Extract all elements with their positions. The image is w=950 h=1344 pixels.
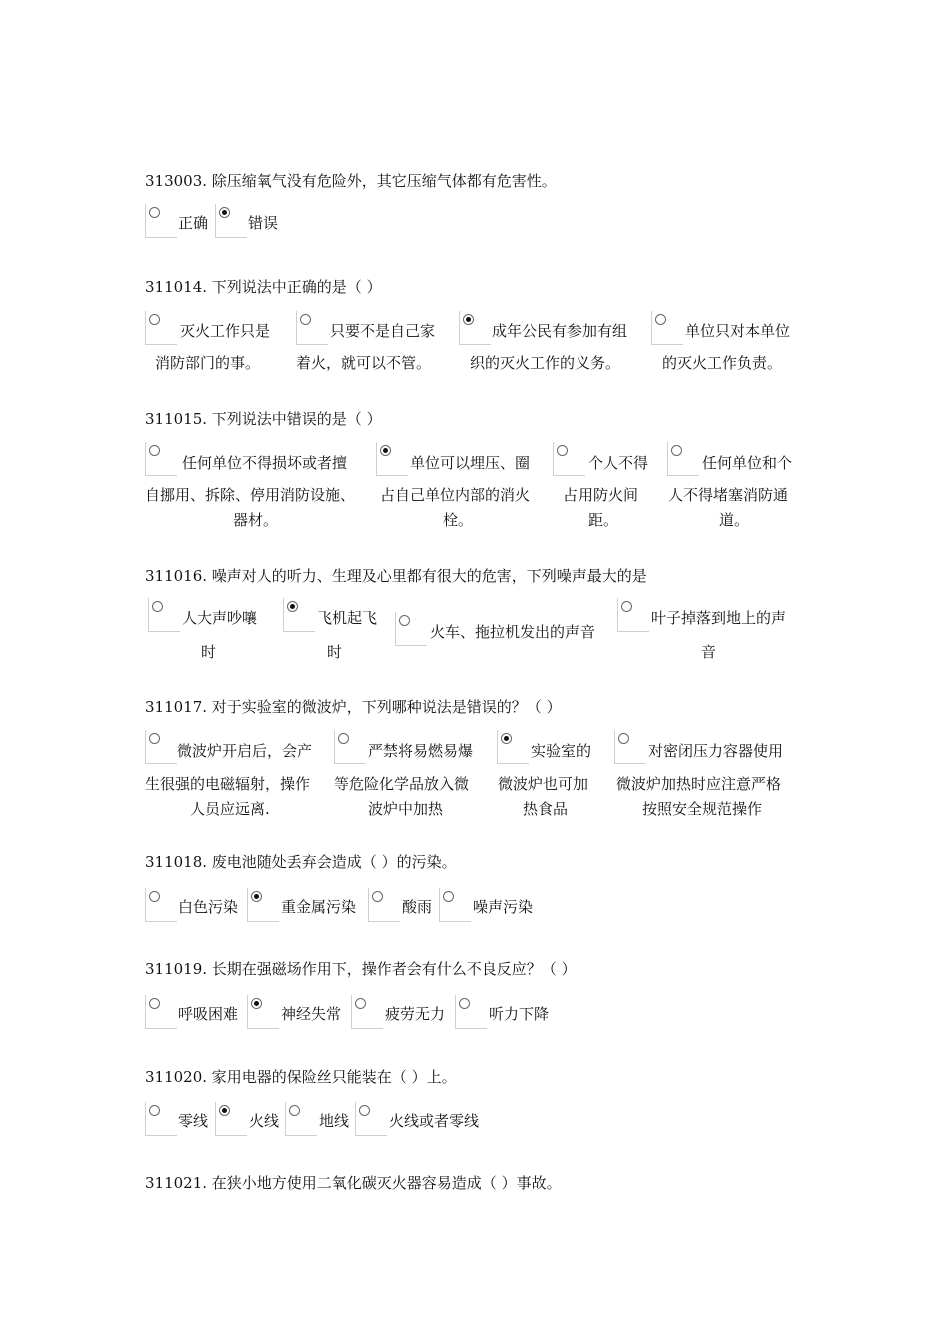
option-label: 零线 <box>178 1112 209 1130</box>
question-311014: 311014. 下列说法中正确的是（ ） <box>145 278 382 296</box>
radio-option[interactable] <box>351 995 383 1029</box>
question-311018: 311018. 废电池随处丢弃会造成（ ）的污染。 <box>145 853 457 871</box>
option-label: 个人不得 <box>588 454 649 472</box>
option-label: 波炉中加热 <box>368 800 444 818</box>
option-label: 着火，就可以不管。 <box>296 354 432 372</box>
radio-option[interactable] <box>296 311 328 345</box>
option-label: 只要不是自己家 <box>330 322 436 340</box>
radio-option[interactable] <box>145 888 177 922</box>
radio-option[interactable] <box>614 730 646 764</box>
option-label: 成年公民有参加有组 <box>492 322 628 340</box>
option-label: 火线或者零线 <box>389 1112 480 1130</box>
option-label: 的灭火工作负责。 <box>662 354 783 372</box>
radio-option[interactable] <box>145 730 177 764</box>
radio-option[interactable] <box>553 442 585 476</box>
option-label: 火线 <box>249 1112 280 1130</box>
option-label: 生很强的电磁辐射，操作 <box>145 775 311 793</box>
radio-option[interactable] <box>145 204 177 238</box>
radio-option[interactable] <box>376 442 408 476</box>
option-label: 任何单位和个 <box>702 454 793 472</box>
option-label: 微波炉也可加 <box>498 775 589 793</box>
option-label: 栓。 <box>443 511 474 529</box>
option-label: 重金属污染 <box>281 898 357 916</box>
radio-option[interactable] <box>355 1102 387 1136</box>
option-label: 错误 <box>248 214 279 232</box>
question-311020: 311020. 家用电器的保险丝只能装在（ ）上。 <box>145 1068 457 1086</box>
radio-option[interactable] <box>215 204 247 238</box>
option-label: 疲劳无力 <box>385 1005 446 1023</box>
radio-option[interactable] <box>285 1102 317 1136</box>
option-label: 噪声污染 <box>473 898 534 916</box>
question-311021: 311021. 在狭小地方使用二氧化碳灭火器容易造成（ ）事故。 <box>145 1174 562 1192</box>
radio-option[interactable] <box>455 995 487 1029</box>
option-label: 严禁将易燃易爆 <box>368 742 474 760</box>
option-label: 器材。 <box>233 511 279 529</box>
radio-option[interactable] <box>145 442 177 476</box>
radio-option[interactable] <box>247 995 279 1029</box>
question-311017: 311017. 对于实验室的微波炉，下列哪种说法是错误的？（ ） <box>145 698 562 716</box>
option-label: 距。 <box>588 511 619 529</box>
option-label: 按照安全规范操作 <box>642 800 763 818</box>
radio-option[interactable] <box>667 442 699 476</box>
option-label: 正确 <box>178 214 209 232</box>
option-label: 等危险化学品放入微 <box>334 775 470 793</box>
option-label: 人不得堵塞消防通 <box>668 486 789 504</box>
radio-option[interactable] <box>651 311 683 345</box>
question-311015: 311015. 下列说法中错误的是（ ） <box>145 410 382 428</box>
radio-option[interactable] <box>368 888 400 922</box>
question-311019: 311019. 长期在强磁场作用下，操作者会有什么不良反应？（ ） <box>145 960 577 978</box>
option-label: 单位可以埋压、圈 <box>410 454 531 472</box>
option-label: 占用防火间 <box>563 486 639 504</box>
option-label: 人员应远离. <box>190 800 270 818</box>
option-label: 地线 <box>319 1112 350 1130</box>
option-label: 白色污染 <box>178 898 239 916</box>
radio-option[interactable] <box>283 598 315 632</box>
option-label: 音 <box>701 643 717 661</box>
radio-option[interactable] <box>247 888 279 922</box>
option-label: 热食品 <box>523 800 569 818</box>
option-label: 自挪用、拆除、停用消防设施、 <box>145 486 356 504</box>
option-label: 织的灭火工作的义务。 <box>470 354 621 372</box>
question-311016: 311016. 噪声对人的听力、生理及心里都有很大的危害，下列噪声最大的是 <box>145 567 647 585</box>
option-label: 火车、拖拉机发出的声音 <box>430 623 596 641</box>
option-label: 叶子掉落到地上的声 <box>651 609 787 627</box>
option-label: 微波炉加热时应注意严格 <box>616 775 782 793</box>
option-label: 时 <box>327 643 343 661</box>
option-label: 任何单位不得损坏或者擅 <box>182 454 348 472</box>
option-label: 道。 <box>719 511 750 529</box>
radio-option[interactable] <box>145 311 177 345</box>
radio-option[interactable] <box>617 598 649 632</box>
radio-option[interactable] <box>395 612 427 646</box>
option-label: 灭火工作只是 <box>180 322 271 340</box>
radio-option[interactable] <box>334 730 366 764</box>
radio-option[interactable] <box>145 995 177 1029</box>
radio-option[interactable] <box>459 311 491 345</box>
question-313003: 313003. 除压缩氧气没有危险外，其它压缩气体都有危害性。 <box>145 172 557 190</box>
radio-option[interactable] <box>145 1102 177 1136</box>
radio-option[interactable] <box>148 598 180 632</box>
option-label: 微波炉开启后，会产 <box>177 742 313 760</box>
option-label: 飞机起飞 <box>317 609 378 627</box>
option-label: 听力下降 <box>489 1005 550 1023</box>
option-label: 酸雨 <box>402 898 433 916</box>
option-label: 神经失常 <box>281 1005 342 1023</box>
radio-option[interactable] <box>439 888 471 922</box>
option-label: 呼吸困难 <box>178 1005 239 1023</box>
option-label: 实验室的 <box>531 742 592 760</box>
option-label: 占自己单位内部的消火 <box>380 486 531 504</box>
option-label: 对密闭压力容器使用 <box>648 742 784 760</box>
option-label: 时 <box>201 643 217 661</box>
option-label: 单位只对本单位 <box>685 322 791 340</box>
radio-option[interactable] <box>497 730 529 764</box>
option-label: 人大声吵嚷 <box>182 609 258 627</box>
option-label: 消防部门的事。 <box>155 354 261 372</box>
radio-option[interactable] <box>215 1102 247 1136</box>
